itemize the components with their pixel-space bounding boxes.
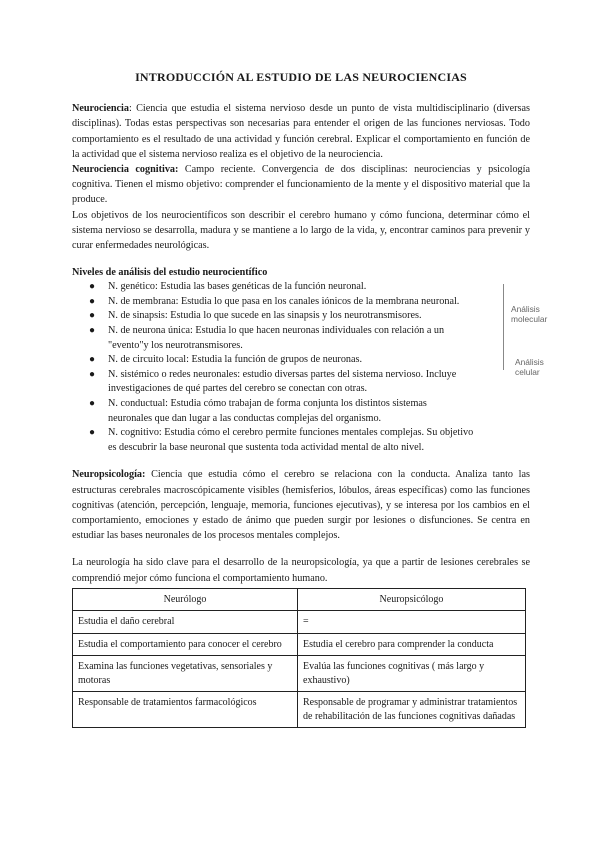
- table-row: [73, 692, 526, 728]
- column-header: Neuropsicólogo: [298, 588, 526, 611]
- bullet-icon: ●: [89, 310, 96, 322]
- table-cell: =: [298, 611, 526, 634]
- niveles-list: [72, 280, 530, 455]
- table-cell: Evalúa las funciones cognitivas ( más largo y exhaustivo): [298, 656, 526, 692]
- neurociencia-text: : Ciencia que estudia el sistema nervioso desde un punto de vista multidisciplinario (diversas disciplinas). Todas estas perspectivas son necesarias para entender el origen de las funciones nerviosas. Todo comportamiento es el resultado de una actividad y función cerebral. Explicar el comportamiento en función de la actividad que el sistema nervioso realiza es el objetivo de la neurociencia.: [72, 103, 530, 160]
- table-cell: Estudia el daño cerebral: [73, 611, 298, 634]
- bullet-icon: ●: [89, 427, 96, 439]
- neurociencia-term: Neurociencia: [72, 103, 129, 115]
- table-row: [73, 633, 526, 656]
- list-item: ● N. de membrana: Estudia lo que pasa en los canales iónicos de la membrana neuronal.: [72, 295, 530, 310]
- niveles-heading: Niveles de análisis del estudio neurocientífico: [72, 267, 268, 279]
- table-row: [73, 656, 526, 692]
- list-item: ● N. de neurona única: Estudia lo que hacen neuronas individuales con relación a un "evento"y los neurotransmisores.: [89, 325, 445, 351]
- list-item: ● N. de sinapsis: Estudia lo que sucede en las sinapsis y los neurotransmisores.: [72, 309, 530, 324]
- annotation-celular: Análisis celular: [515, 357, 544, 377]
- table-cell: Responsable de programar y administrar tratamientos de rehabilitación de las funciones cognitivas dañadas: [298, 692, 526, 728]
- bullet-icon: ●: [89, 397, 96, 409]
- bullet-icon: ●: [89, 281, 96, 293]
- list-item: ● N. cognitivo: Estudia cómo el cerebro permite funciones mentales complejas. Su objetivo es descubrir la base neuronal que sustenta toda actividad mental de alto nivel.: [89, 427, 474, 453]
- bullet-icon: ●: [89, 368, 96, 380]
- table-cell: Examina las funciones vegetativas, sensoriales y motoras: [73, 656, 298, 692]
- neuropsicologia-text: Ciencia que estudia cómo el cerebro se relaciona con la conducta. Analiza tanto las estructuras cerebrales macroscópicamente visibles (hemisferios, lóbulos, áreas específicas) como las funciones cognitivas (atención, percepción, lenguaje, memoria, funciones ejecutivas), y se interesa por los cambios en el comportamiento, emociones y estado de ánimo que pueden surgir por lesiones o disfunciones. Se centra en estudiar las bases neuronales de los procesos mentales complejos.: [72, 469, 530, 542]
- table-row: [73, 611, 526, 634]
- table-cell: Responsable de tratamientos farmacológicos: [73, 692, 298, 728]
- cognitiva-text: Campo reciente. Convergencia de dos disciplinas: neurociencias y psicología cognitiva. Tienen el mismo objetivo: comprender el funcionamiento de la mente y el dispositivo material que la produce.: [72, 164, 530, 206]
- table-header-row: [73, 588, 526, 611]
- list-item: ● N. sistémico o redes neuronales: estudio diversas partes del sistema nervioso. Incluye investigaciones de qué partes del cerebro se conectan con otras.: [89, 368, 457, 395]
- cognitiva-term: Neurociencia cognitiva:: [72, 164, 179, 176]
- comparison-table: [72, 588, 526, 729]
- neurociencia-paragraph: [72, 101, 530, 162]
- bullet-icon: ●: [89, 354, 96, 366]
- cognitiva-paragraph: [72, 162, 530, 208]
- table-cell: Estudia el cerebro para comprender la conducta: [298, 633, 526, 656]
- neurologia-paragraph: La neurología ha sido clave para el desarrollo de la neuropsicología, ya que a partir de lesiones cerebrales se comprendió mejor cómo funciona el comportamiento humano.: [72, 557, 530, 584]
- list-item: ● N. conductual: Estudia cómo trabajan de forma conjunta los distintos sistemas neuronales que dan lugar a las conductas complejas del organismo.: [89, 397, 427, 424]
- list-item: ● N. de circuito local: Estudia la función de grupos de neuronas.: [72, 353, 530, 368]
- column-header: Neurólogo: [73, 588, 298, 611]
- annotation-molecular: Análisis molecular: [511, 304, 548, 324]
- list-item: ● N. genético: Estudia las bases genéticas de la función neuronal.: [72, 280, 530, 295]
- bullet-icon: ●: [89, 295, 96, 307]
- objetivos-paragraph: Los objetivos de los neurocientíficos son describir el cerebro humano y cómo funciona, determinar cómo el sistema nervioso se desarrolla, madura y se mantiene a lo largo de la vida, y, encontrar caminos para prevenir y curar enfermedades neurológicas.: [72, 209, 530, 252]
- document-page: [72, 70, 530, 728]
- table-cell: Estudia el comportamiento para conocer el cerebro: [73, 633, 298, 656]
- page-title: INTRODUCCIÓN AL ESTUDIO DE LAS NEUROCIENCIAS: [135, 70, 467, 84]
- neuropsicologia-term: Neuropsicología:: [72, 469, 146, 481]
- neuropsicologia-paragraph: [72, 467, 530, 543]
- bullet-icon: ●: [89, 325, 96, 337]
